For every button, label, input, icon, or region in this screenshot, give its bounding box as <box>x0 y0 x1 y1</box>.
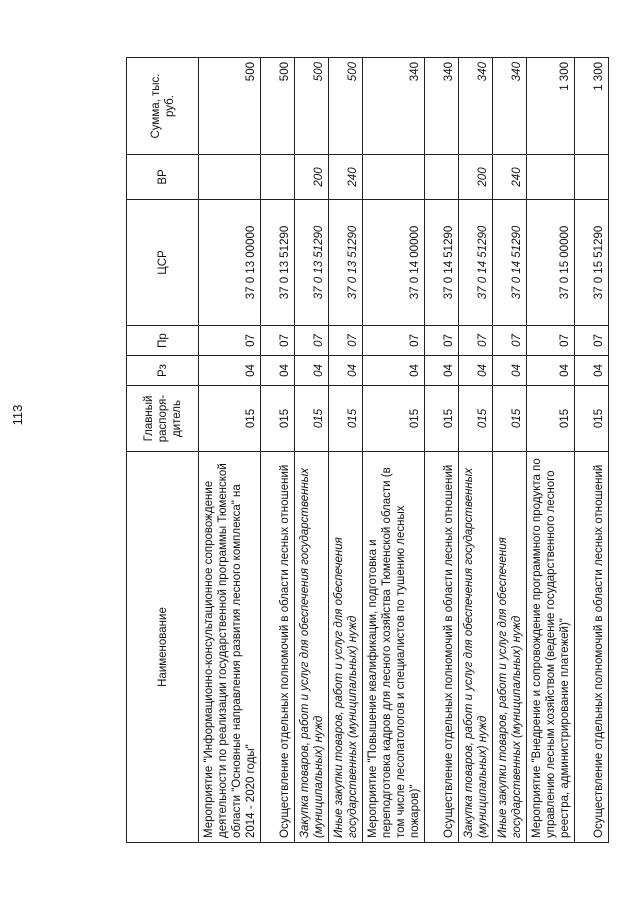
cell-vr: 240 <box>329 155 363 200</box>
cell-sum: 1 300 <box>575 58 609 155</box>
cell-vr <box>527 155 575 200</box>
cell-rz: 04 <box>261 356 295 386</box>
cell-name: Мероприятие "Информационно-консультационное сопровождение деятельности по реализации государственной программы Тюменской области "Основные направления развития лесного комплекса" на 2014 - 2020 годы" <box>199 452 261 843</box>
table-row <box>363 58 425 843</box>
cell-pr: 07 <box>575 326 609 356</box>
cell-rz: 04 <box>295 356 329 386</box>
cell-glav: 015 <box>459 386 493 452</box>
header-glav: Главный распоря-дитель <box>127 386 199 452</box>
cell-sum: 1 300 <box>527 58 575 155</box>
cell-sum: 340 <box>493 58 527 155</box>
table-header-row <box>127 58 199 843</box>
cell-vr <box>261 155 295 200</box>
header-sum: Сумма, тыс. руб. <box>127 58 199 155</box>
cell-sum: 500 <box>295 58 329 155</box>
cell-pr: 07 <box>363 326 425 356</box>
cell-pr: 07 <box>329 326 363 356</box>
cell-csr: 37 0 13 51290 <box>329 200 363 326</box>
cell-vr <box>363 155 425 200</box>
cell-pr: 07 <box>425 326 459 356</box>
header-pr: Пр <box>127 326 199 356</box>
cell-rz: 04 <box>329 356 363 386</box>
cell-name: Иные закупки товаров, работ и услуг для обеспечения государственных (муниципальных) нужд <box>329 452 363 843</box>
cell-rz: 04 <box>575 356 609 386</box>
table-row <box>575 58 609 843</box>
cell-rz: 04 <box>199 356 261 386</box>
cell-rz: 04 <box>363 356 425 386</box>
cell-glav: 015 <box>527 386 575 452</box>
table-row <box>199 58 261 843</box>
cell-vr <box>425 155 459 200</box>
cell-pr: 07 <box>261 326 295 356</box>
cell-csr: 37 0 15 00000 <box>527 200 575 326</box>
cell-sum: 340 <box>459 58 493 155</box>
cell-csr: 37 0 15 51290 <box>575 200 609 326</box>
cell-vr: 240 <box>493 155 527 200</box>
cell-glav: 015 <box>493 386 527 452</box>
header-csr: ЦСР <box>127 200 199 326</box>
budget-table <box>126 57 609 843</box>
cell-glav: 015 <box>199 386 261 452</box>
cell-csr: 37 0 13 51290 <box>261 200 295 326</box>
table-row <box>295 58 329 843</box>
cell-sum: 500 <box>261 58 295 155</box>
header-vr: ВР <box>127 155 199 200</box>
cell-csr: 37 0 13 00000 <box>199 200 261 326</box>
page-number: 113 <box>10 404 25 426</box>
cell-name: Закупка товаров, работ и услуг для обеспечения государственных (муниципальных) нужд <box>295 452 329 843</box>
table-row <box>329 58 363 843</box>
cell-sum: 500 <box>329 58 363 155</box>
cell-vr <box>199 155 261 200</box>
cell-rz: 04 <box>459 356 493 386</box>
cell-glav: 015 <box>363 386 425 452</box>
cell-csr: 37 0 14 51290 <box>459 200 493 326</box>
cell-rz: 04 <box>425 356 459 386</box>
cell-glav: 015 <box>425 386 459 452</box>
cell-sum: 340 <box>363 58 425 155</box>
header-rz: Рз <box>127 356 199 386</box>
cell-pr: 07 <box>493 326 527 356</box>
cell-vr: 200 <box>295 155 329 200</box>
cell-glav: 015 <box>261 386 295 452</box>
cell-csr: 37 0 14 00000 <box>363 200 425 326</box>
cell-vr: 200 <box>459 155 493 200</box>
cell-sum: 340 <box>425 58 459 155</box>
table-row <box>261 58 295 843</box>
cell-pr: 07 <box>527 326 575 356</box>
cell-name: Иные закупки товаров, работ и услуг для обеспечения государственных (муниципальных) нужд <box>493 452 527 843</box>
table-row <box>493 58 527 843</box>
cell-glav: 015 <box>575 386 609 452</box>
cell-rz: 04 <box>493 356 527 386</box>
budget-table-rotated <box>126 58 605 843</box>
table-row <box>459 58 493 843</box>
cell-name: Закупка товаров, работ и услуг для обеспечения государственных (муниципальных) нужд <box>459 452 493 843</box>
cell-glav: 015 <box>329 386 363 452</box>
cell-csr: 37 0 14 51290 <box>425 200 459 326</box>
table-row <box>527 58 575 843</box>
cell-name: Мероприятие "Повышение квалификации, подготовка и переподготовка кадров для лесного хозяйства Тюменской области (в том числе лесопатологов и специалистов по тушению лесных пожаров)" <box>363 452 425 843</box>
cell-vr <box>575 155 609 200</box>
cell-name: Мероприятие "Внедрение и сопровождение программного продукта по управлению лесным хозяйством (ведение государственного лесного реестра, администрирование платежей)" <box>527 452 575 843</box>
cell-name: Осуществление отдельных полномочий в области лесных отношений <box>425 452 459 843</box>
cell-name: Осуществление отдельных полномочий в области лесных отношений <box>575 452 609 843</box>
cell-name: Осуществление отдельных полномочий в области лесных отношений <box>261 452 295 843</box>
cell-pr: 07 <box>199 326 261 356</box>
cell-rz: 04 <box>527 356 575 386</box>
cell-pr: 07 <box>295 326 329 356</box>
cell-glav: 015 <box>295 386 329 452</box>
cell-pr: 07 <box>459 326 493 356</box>
cell-csr: 37 0 13 51290 <box>295 200 329 326</box>
header-name: Наименование <box>127 452 199 843</box>
table-row <box>425 58 459 843</box>
cell-sum: 500 <box>199 58 261 155</box>
cell-csr: 37 0 14 51290 <box>493 200 527 326</box>
